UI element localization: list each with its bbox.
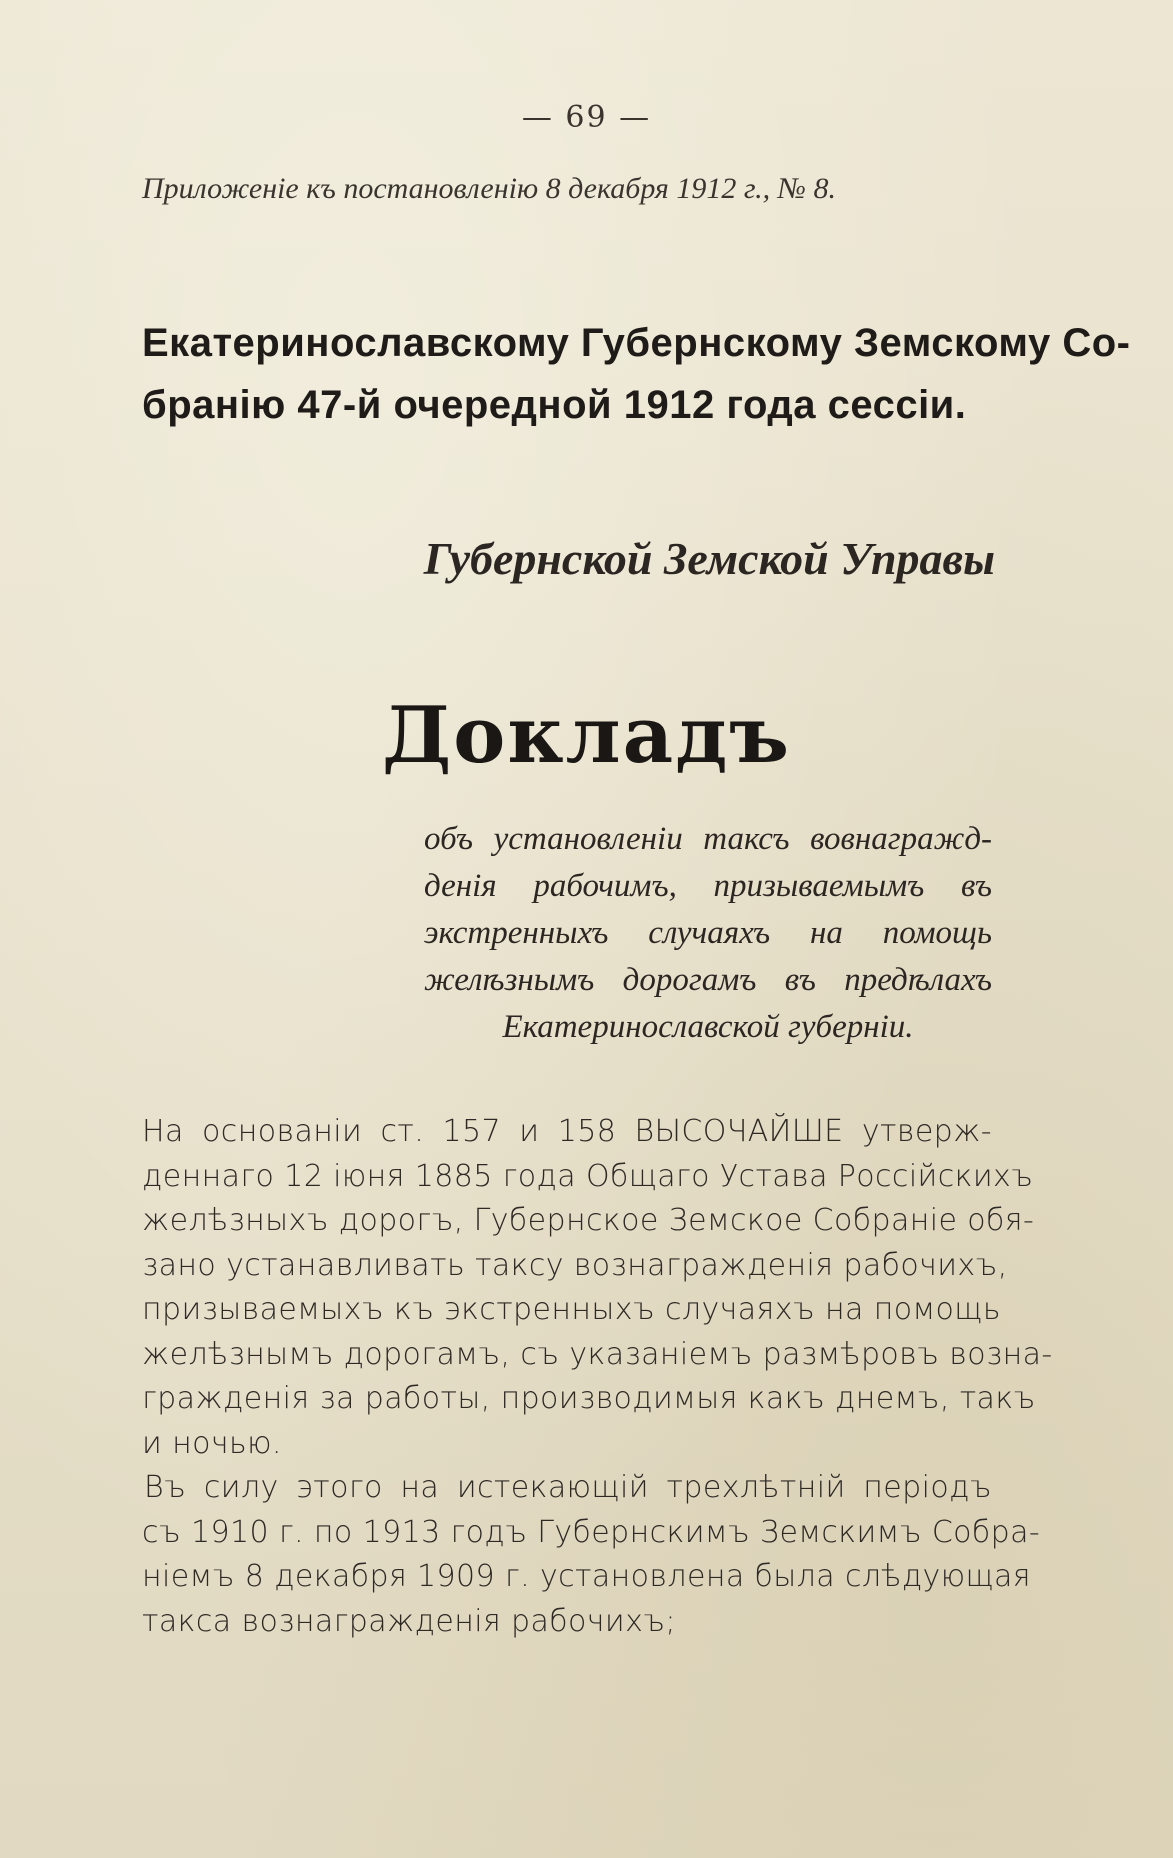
body-line: такса вознагражденія рабочихъ; (142, 1603, 676, 1639)
body-line: призываемыхъ къ экстренныхъ случаяхъ на помощь (142, 1292, 1001, 1327)
subject-line: денія рабочимъ, призываемымъ въ (424, 868, 992, 904)
body-line: желѣзныхъ дорогъ, Губернское Земское Собраніе обя- (142, 1203, 1035, 1238)
addressee-line: Екатеринославскому Губернскому Земскому Со- (142, 321, 1131, 365)
body-text (142, 1110, 1053, 1644)
report-title: Докладъ (381, 690, 792, 781)
body-line: ніемъ 8 декабря 1909 г. установлена была слѣдующая (142, 1559, 1031, 1594)
subject-line: Екатеринославской губерніи. (502, 1009, 914, 1045)
body-line: съ 1910 г. по 1913 годъ Губернскимъ Земскимъ Собра- (142, 1514, 1041, 1550)
body-line: и ночью. (142, 1425, 282, 1461)
paragraph-2 (142, 1466, 1041, 1644)
addressee-heading (142, 312, 1131, 436)
body-line: зано устанавливать таксу вознагражденія рабочихъ, (142, 1247, 1008, 1283)
page-number: — 69 — (521, 100, 652, 135)
board-name: Губернской Земской Управы (423, 533, 995, 584)
body-line: желѣзнымъ дорогамъ, съ указаніемъ размѣровъ возна- (142, 1336, 1053, 1372)
addressee-line: бранію 47-й очередной 1912 года сессіи. (142, 383, 967, 427)
subject-line: экстренныхъ случаяхъ на помощь (424, 915, 992, 951)
report-subject (424, 816, 992, 1051)
subject-line: объ установленіи таксъ вовнагражд- (424, 821, 992, 857)
body-line: Въ силу этого на истекающій трехлѣтній періодъ (144, 1470, 992, 1505)
paragraph-1 (142, 1110, 1053, 1466)
subject-line: желѣзнымъ дорогамъ въ предѣлахъ (424, 962, 992, 998)
appendix-note: Приложеніе къ постановленію 8 декабря 1912 г., № 8. (142, 172, 836, 205)
body-line: На основаніи ст. 157 и 158 ВЫСОЧАЙШЕ утверж- (142, 1114, 992, 1149)
body-line: деннаго 12 іюня 1885 года Общаго Устава Россійскихъ (142, 1158, 1034, 1194)
body-line: гражденія за работы, производимыя какъ днемъ, такъ (142, 1381, 1036, 1416)
